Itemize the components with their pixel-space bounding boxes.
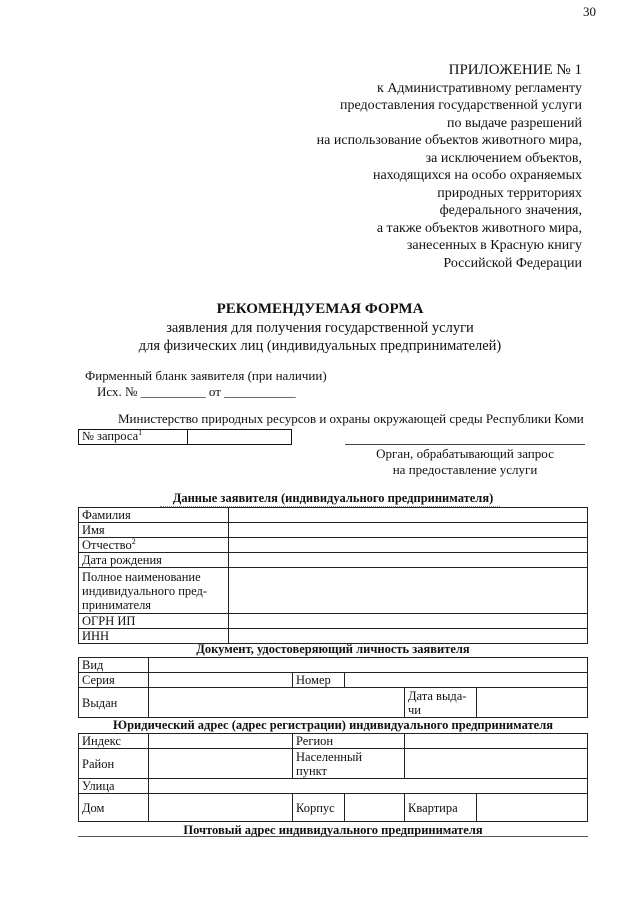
- doc-type-label: Вид: [79, 658, 149, 673]
- inn-label: ИНН: [79, 629, 229, 644]
- request-number-label: № запроса$^1$: [82, 427, 143, 443]
- page-number: 30: [583, 4, 596, 19]
- appendix-line: находящихся на особо охраняемых: [372, 168, 582, 183]
- appendix-line: занесенных в Красную книгу: [406, 238, 582, 253]
- full-name-field[interactable]: [229, 568, 588, 614]
- appendix-line: на использование объектов животного мира,: [316, 133, 582, 148]
- appendix-line: федерального значения,: [439, 203, 582, 218]
- organ-signature-line: [345, 444, 585, 445]
- building-label: Корпус: [293, 794, 345, 822]
- patronymic-field[interactable]: [229, 538, 588, 553]
- street-field[interactable]: [149, 779, 588, 794]
- street-label: Улица: [79, 779, 149, 794]
- doc-issue-date-label: Дата выда- чи: [405, 688, 477, 718]
- appendix-line: по выдаче разрешений: [447, 115, 582, 131]
- form-title: [0, 300, 640, 355]
- surname-field[interactable]: [229, 508, 588, 523]
- doc-number-label: Номер: [293, 673, 345, 688]
- organ-caption: Орган, обрабатывающий запрос на предоставление услуги: [376, 446, 554, 477]
- letterhead-blank: Фирменный бланк заявителя (при наличии): [85, 368, 327, 383]
- legal-address-section-title: Юридический адрес (адрес регистрации) индивидуального предпринимателя: [113, 718, 553, 732]
- district-field[interactable]: [149, 749, 293, 779]
- appendix-line: Российской Федерации: [443, 255, 582, 271]
- form-title-sub: для физических лиц (индивидуальных предпринимателей): [138, 338, 502, 354]
- outgoing-number: Исх. № __________ от ___________: [97, 384, 296, 399]
- appendix-line: а также объектов животного мира,: [376, 220, 582, 236]
- patronymic-label: Отчество$^2$: [79, 538, 229, 553]
- birth-date-label: Дата рождения: [79, 553, 229, 568]
- full-name-label: Полное наименование индивидуального пред- принимателя: [79, 568, 229, 614]
- doc-type-field[interactable]: [149, 658, 588, 673]
- doc-number-field[interactable]: [345, 673, 588, 688]
- index-field[interactable]: [149, 734, 293, 749]
- legal-address-table: [78, 733, 588, 822]
- appendix-heading: ПРИЛОЖЕНИЕ № 1: [448, 62, 582, 78]
- birth-date-field[interactable]: [229, 553, 588, 568]
- building-field[interactable]: [345, 794, 405, 822]
- doc-series-field[interactable]: [149, 673, 293, 688]
- applicant-table: [78, 507, 588, 644]
- appendix-line: к Административному регламенту: [377, 80, 582, 96]
- region-field[interactable]: [405, 734, 588, 749]
- district-label: Район: [79, 749, 149, 779]
- doc-series-label: Серия: [79, 673, 149, 688]
- postal-address-section-title: Почтовый адрес индивидуального предпринимателя: [183, 823, 483, 837]
- appendix-block: [252, 62, 582, 272]
- document-section-title: Документ, удостоверяющий личность заявителя: [196, 642, 470, 656]
- region-label: Регион: [293, 734, 405, 749]
- request-number-box: [78, 429, 292, 445]
- surname-label: Фамилия: [79, 508, 229, 523]
- appendix-line: за исключением объектов,: [425, 150, 582, 166]
- applicant-section-title: Данные заявителя (индивидуального предпринимателя): [172, 491, 494, 505]
- name-field[interactable]: [229, 523, 588, 538]
- ministry-name: Министерство природных ресурсов и охраны окружающей среды Республики Коми: [118, 411, 584, 426]
- request-box-divider: [187, 430, 188, 444]
- apartment-field[interactable]: [477, 794, 588, 822]
- name-label: Имя: [79, 523, 229, 538]
- doc-issue-date-field[interactable]: [477, 688, 588, 718]
- locality-label: Населенный пункт: [293, 749, 405, 779]
- letterhead: [85, 368, 327, 400]
- ogrn-field[interactable]: [229, 614, 588, 629]
- form-title-sub: заявления для получения государственной услуги: [166, 320, 474, 336]
- bottom-rule: [78, 836, 588, 837]
- doc-issued-label: Выдан: [79, 688, 149, 718]
- index-label: Индекс: [79, 734, 149, 749]
- ogrn-label: ОГРН ИП: [79, 614, 229, 629]
- house-field[interactable]: [149, 794, 293, 822]
- form-title-main: РЕКОМЕНДУЕМАЯ ФОРМА: [216, 301, 424, 317]
- locality-field[interactable]: [405, 749, 588, 779]
- document-table: [78, 657, 588, 718]
- house-label: Дом: [79, 794, 149, 822]
- apartment-label: Квартира: [405, 794, 477, 822]
- doc-issued-field[interactable]: [149, 688, 405, 718]
- appendix-line: природных территориях: [437, 185, 582, 201]
- appendix-line: предоставления государственной услуги: [340, 98, 582, 113]
